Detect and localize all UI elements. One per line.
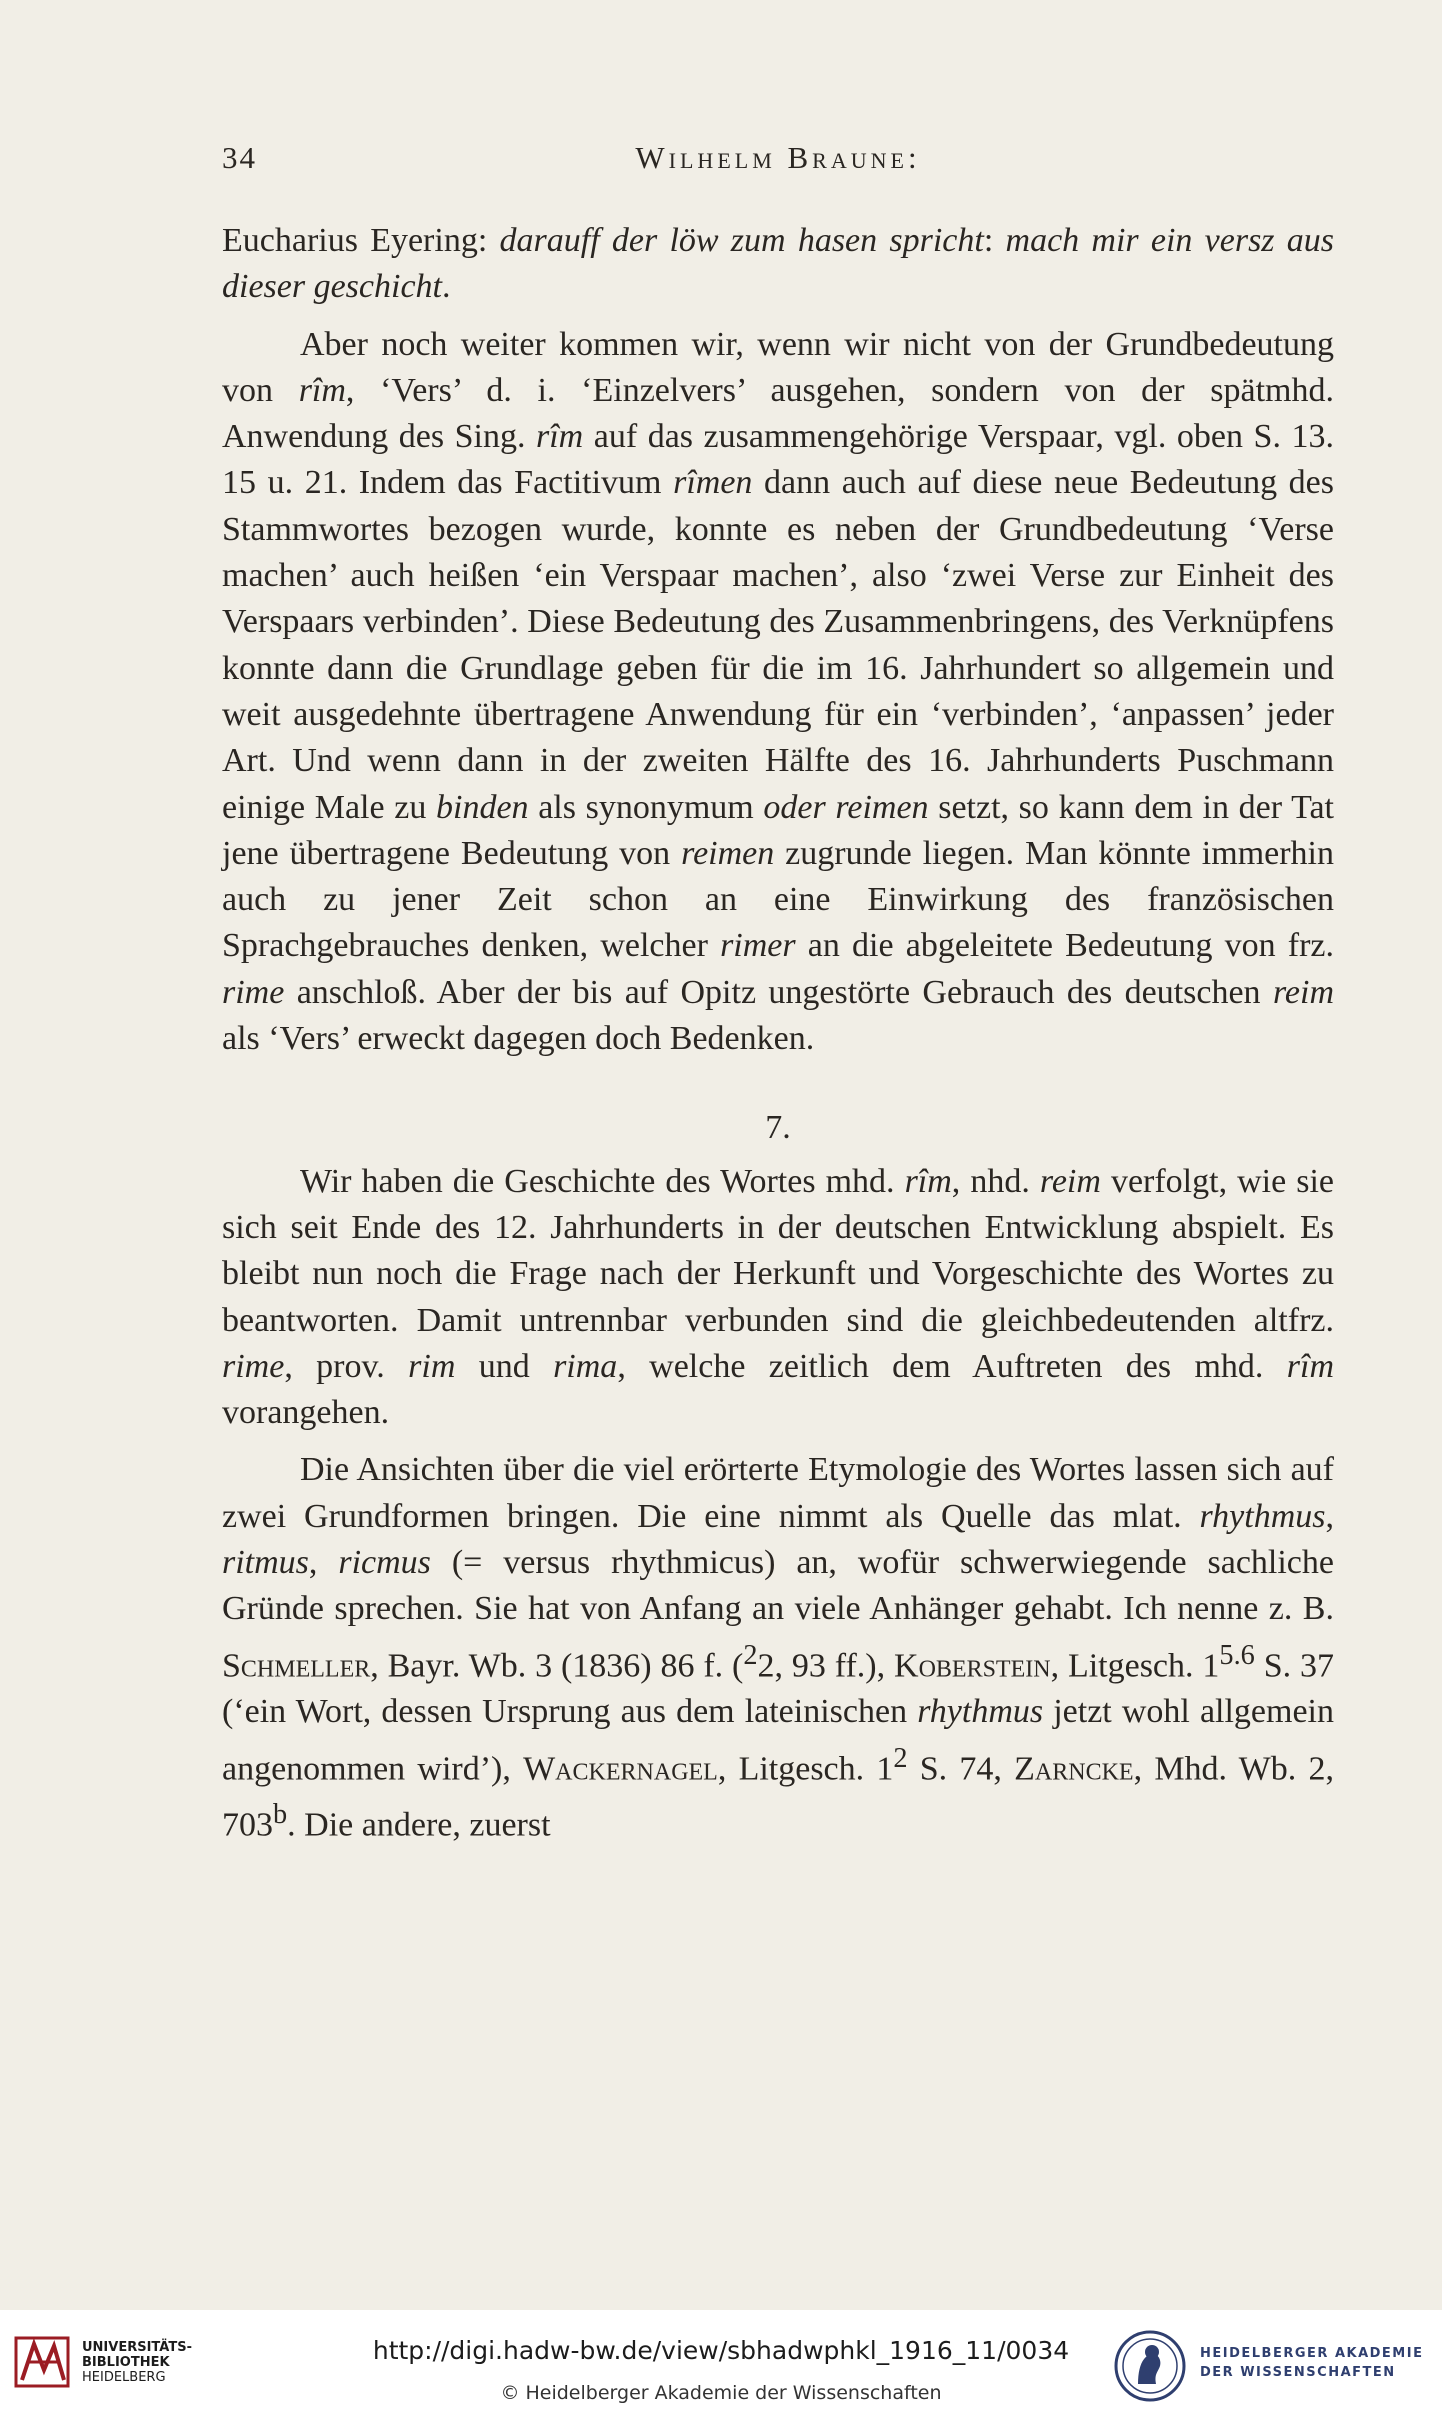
permalink-url[interactable]: http://digi.hadw-bw.de/view/sbhadwphkl_1916_11/0034 (372, 2336, 1070, 2365)
body-text (222, 218, 1334, 1849)
library-line: UNIVERSITÄTS- (82, 2340, 192, 2355)
academy-name (1200, 2344, 1423, 2382)
academy-line: HEIDELBERGER AKADEMIE (1200, 2346, 1424, 2361)
paragraph-gap (222, 311, 1334, 322)
academy-line: DER WISSENSCHAFTEN (1200, 2365, 1396, 2380)
paragraph: Die Ansichten über die viel erörterte Etymologie des Wortes lassen sich auf zwei Grundformen bringen. Die eine nimmt als Quelle das mlat. rhythmus, ritmus, ricmus (= versus rhythmicus) an, wofür schwerwiegende sachliche Gründe sprechen. Sie hat von Anfang an viele Anhänger gehabt. Ich nenne z. B. Schmeller, Bayr. Wb. 3 (1836) 86 f. ($^2$2, 93 ff.), Koberstein, Litgesch. $1^{5.6}$ S. 37 (‘ein Wort, dessen Ursprung aus dem lateinischen rhythmus jetzt wohl allgemein angenommen wird’), Wackernagel, Litgesch. $1^2$ S. 74, Zarncke, Mhd. Wb. 2, 703$^b$. Die andere, zuerst (222, 1451, 1334, 1844)
footer-bar (0, 2310, 1442, 2419)
running-title: Wilhelm Braune: (635, 140, 921, 175)
copyright-notice: © Heidelberger Akademie der Wissenschaften (500, 2382, 942, 2404)
academy-seal-logo (1112, 2328, 1188, 2408)
page-number: 34 (222, 140, 257, 175)
text-part-2 (222, 1159, 1334, 1849)
paragraph: Eucharius Eyering: darauff der löw zum hasen spricht: mach mir ein versz aus dieser geschicht. (222, 222, 1335, 306)
section-number: 7. (765, 1109, 791, 1147)
paragraph-gap (222, 1436, 1334, 1447)
paragraph: Wir haben die Geschichte des Wortes mhd. rîm, nhd. reim verfolgt, wie sie sich seit Ende des 12. Jahrhunderts in der deutschen Entwicklung abspielt. Es bleibt nun noch die Frage nach der Herkunft und Vorgeschichte des Wortes zu beantworten. Damit untrennbar verbunden sind die gleichbedeutenden altfrz. rime, prov. rim und rima, welche zeitlich dem Auftreten des mhd. rîm vorangehen. (222, 1162, 1334, 1432)
text-part-1 (222, 218, 1334, 1062)
paragraph: Aber noch weiter kommen wir, wenn wir nicht von der Grundbedeutung von rîm, ‘Vers’ d. i. ‘Einzelvers’ ausgehen, sondern von der spätmhd. Anwendung des Sing. rîm auf das zusammengehörige Verspaar, vgl. oben S. 13. 15 u. 21. Indem das Factitivum rîmen dann auch auf diese neue Bedeutung des Stammwortes bezogen wurde, konnte es neben der Grundbedeutung ‘Verse machen’ auch heißen ‘ein Verspaar machen’, also ‘zwei Verse zur Einheit des Verspaars verbinden’. Diese Bedeutung des Zusammenbringens, des Verknüpfens konnte dann die Grundlage geben für die im 16. Jahrhundert so allgemein und weit ausgedehnte übertragene Anwendung für ein ‘verbinden’, ‘anpassen’ jeder Art. Und wenn dann in der zweiten Hälfte des 16. Jahrhunderts Puschmann einige Male zu binden als synonymum oder reimen setzt, so kann dem in der Tat jene übertragene Bedeutung von reimen zugrunde liegen. Man könnte immerhin auch zu jener Zeit schon an eine Einwirkung des französischen Sprachgebrauches denken, welcher rimer an die abgeleitete Bedeutung von frz. rime anschloß. Aber der bis auf Opitz ungestörte Gebrauch des deutschen reim als ‘Vers’ erweckt dagegen doch Bedenken. (222, 325, 1335, 1058)
library-line: BIBLIOTHEK (82, 2355, 170, 2370)
library-line: HEIDELBERG (82, 2370, 166, 2385)
